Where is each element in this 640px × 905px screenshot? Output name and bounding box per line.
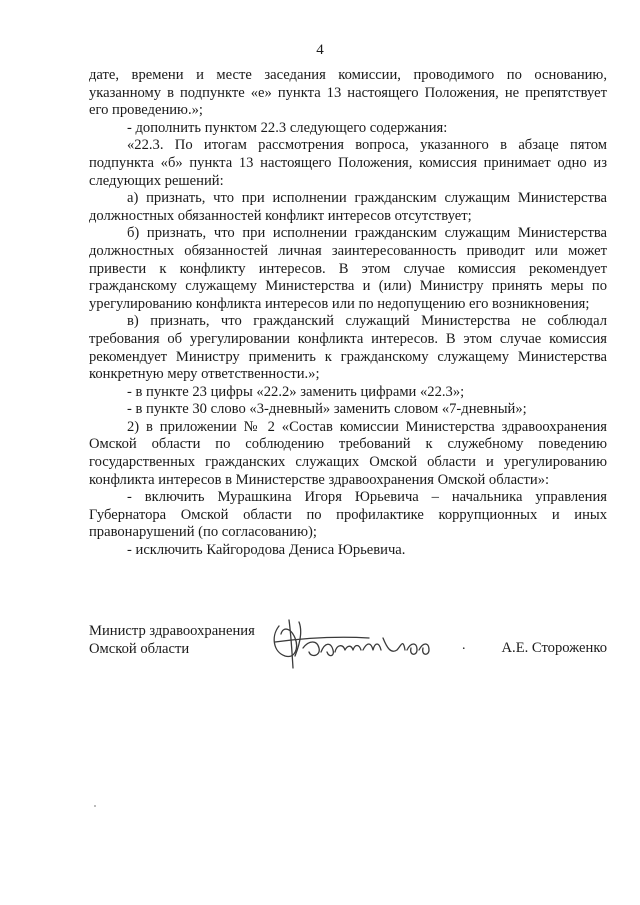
document-body [89, 67, 607, 560]
scan-speck [94, 805, 96, 807]
signature-dot: . [462, 638, 466, 653]
paragraph: - включить Мурашкина Игоря Юрьевича – начальника управления Губернатора Омской области по профилактике коррупционных и иных правонарушений (по согласованию); [89, 489, 607, 541]
paragraph: «22.3. По итогам рассмотрения вопроса, указанного в абзаце пятом подпункта «б» пункта 13 настоящего Положения, комиссия принимает одно из следующих решений: [89, 137, 607, 189]
signatory-title [89, 622, 255, 658]
handwritten-signature [265, 612, 465, 674]
paragraph: 2) в приложении № 2 «Состав комиссии Министерства здравоохранения Омской области по соблюдению требований к служебному поведению государственных гражданских служащих Омской области и урегулированию конфликта интересов в Министерстве здравоохранения Омской области»: [89, 418, 607, 488]
signature-block [89, 622, 607, 682]
paragraph: в) признать, что гражданский служащий Министерства не соблюдал требования об урегулировании конфликта интересов. В этом случае комиссия рекомендует Министру применить к гражданскому служащему Министерства конкретную меру ответственности.»; [89, 313, 607, 383]
paragraph: - исключить Кайгородова Дениса Юрьевича. [127, 542, 406, 559]
paragraph: а) признать, что при исполнении гражданским служащим Министерства должностных обязанностей конфликт интересов отсутствует; [89, 190, 607, 224]
paragraph: дате, времени и месте заседания комиссии, проводимого по основанию, указанному в подпункте «е» пункта 13 настоящего Положения, не препятствует его проведению.»; [89, 67, 607, 119]
signatory-title-line: Омской области [89, 641, 190, 657]
paragraph: б) признать, что при исполнении гражданским служащим Министерства должностных обязанностей личная заинтересованность приводит или может привести к конфликту интересов. В этом случае комиссия рекомендует гражданскому служащему Министерства и (или) Министру принять меры по урегулированию конфликта интересов или по недопущению его возникновения; [89, 225, 607, 312]
paragraph: - дополнить пунктом 22.3 следующего содержания: [127, 119, 448, 136]
page-number: 4 [316, 42, 324, 58]
signatory-name: А.Е. Стороженко [501, 640, 607, 656]
paragraph: - в пункте 23 цифры «22.2» заменить цифрами «22.3»; [127, 383, 465, 400]
signatory-title-line: Министр здравоохранения [89, 623, 255, 639]
paragraph: - в пункте 30 слово «3-дневный» заменить словом «7-дневный»; [127, 401, 527, 418]
